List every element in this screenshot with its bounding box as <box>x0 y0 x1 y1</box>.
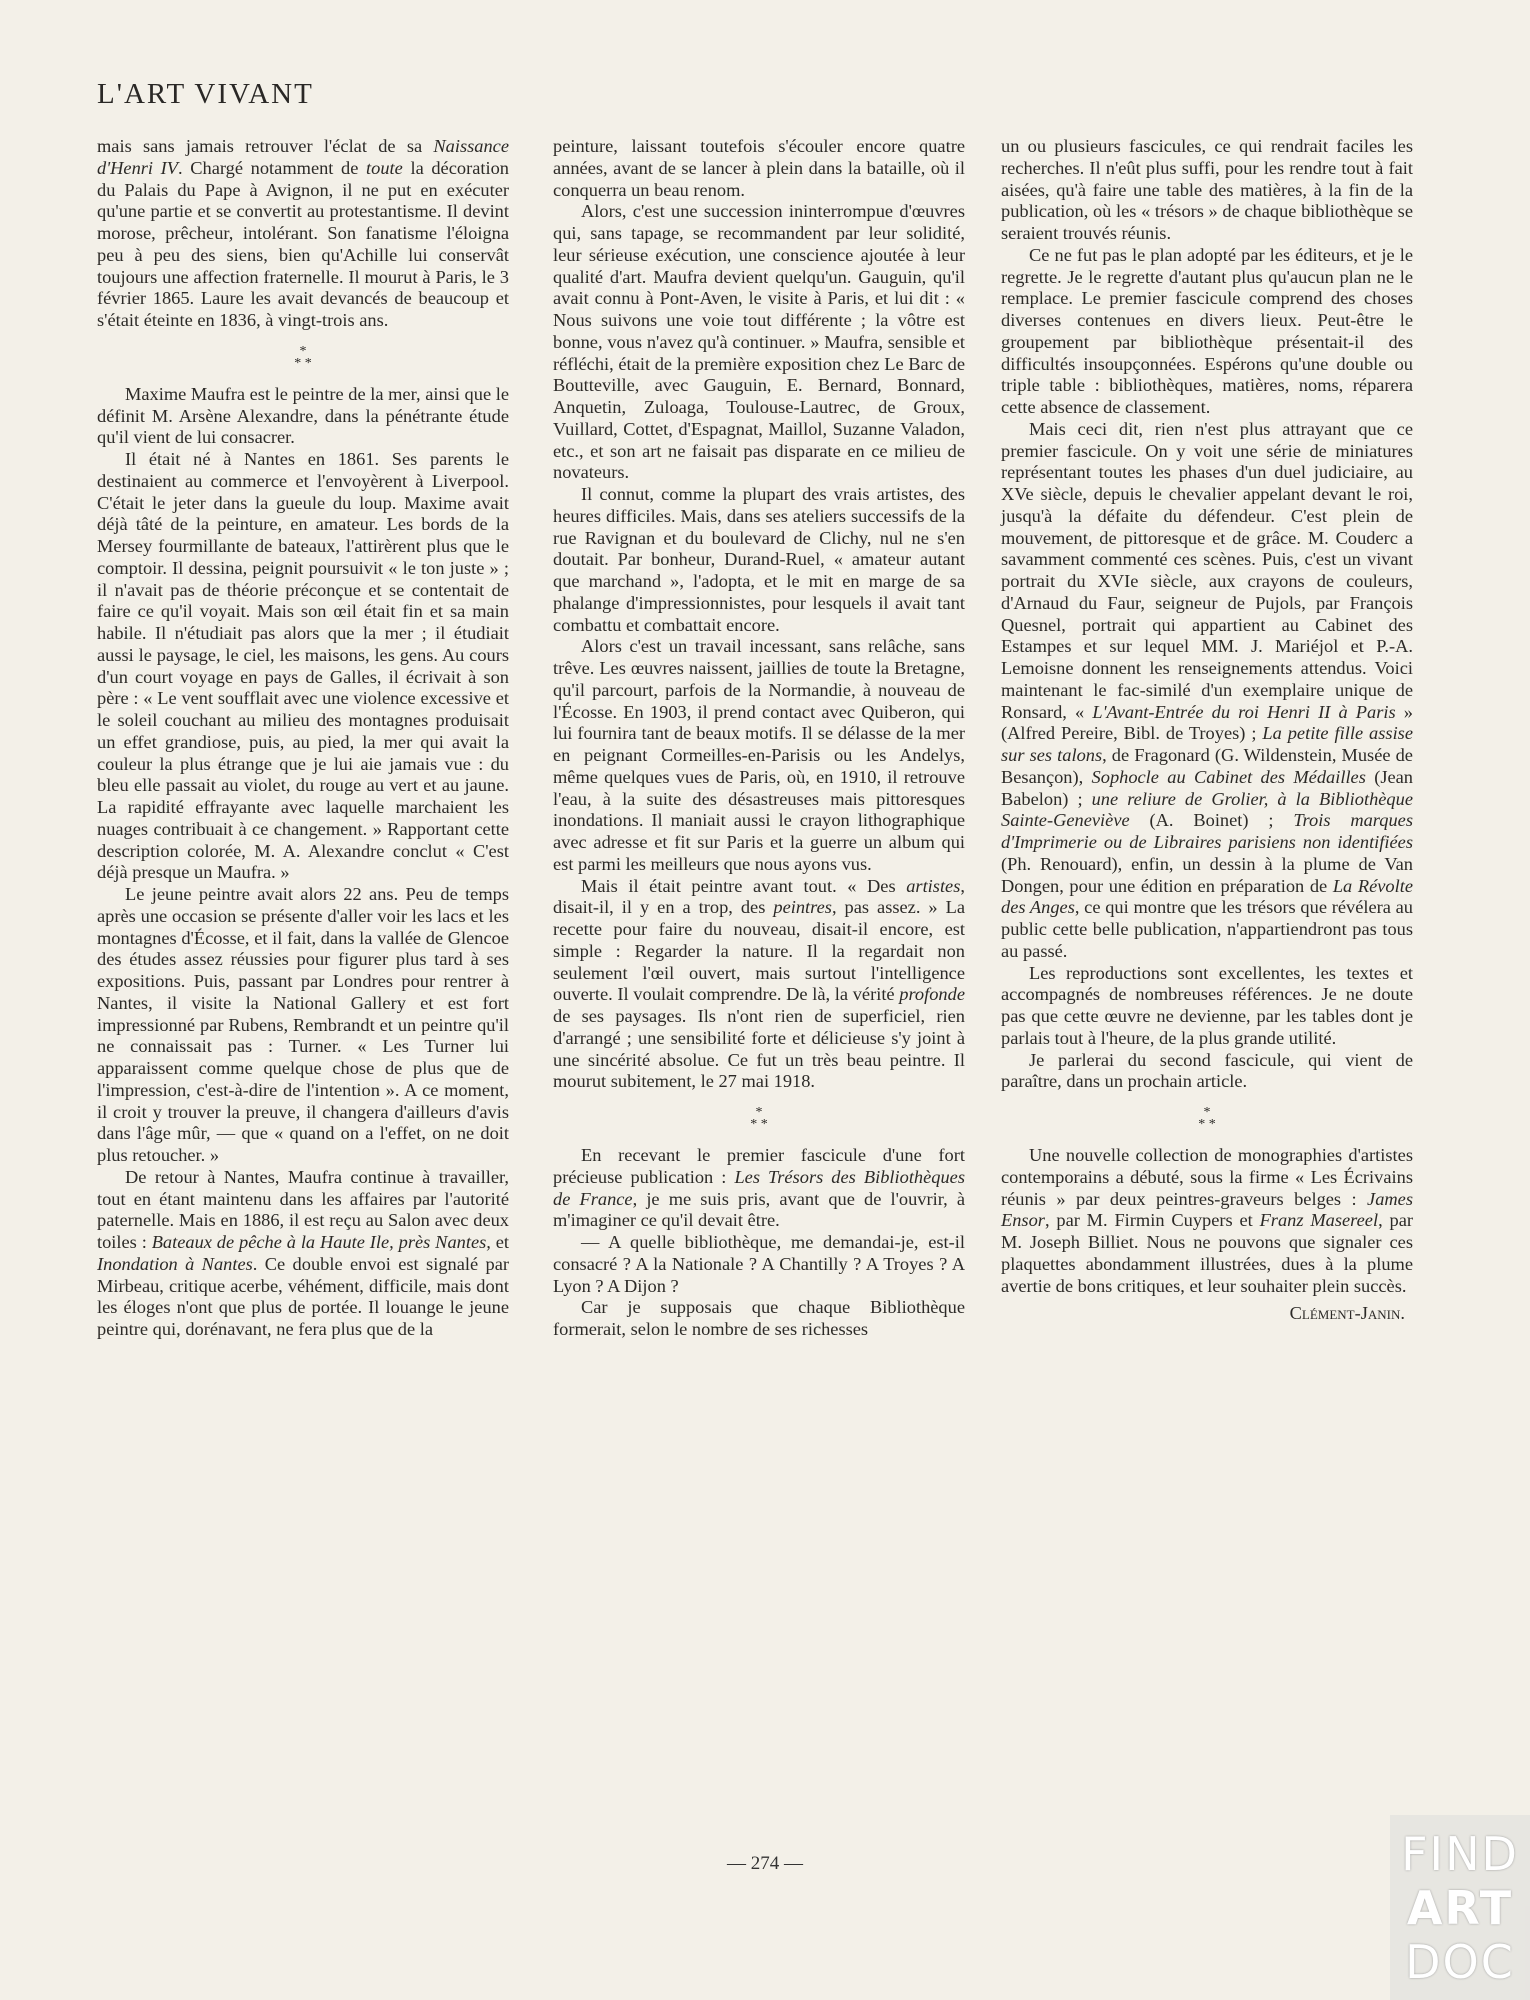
paragraph: — A quelle bibliothèque, me demandai-je, est-il consacré ? A la Nationale ? A Chantilly ? A Troyes ? A Lyon ? A Dijon ? <box>553 1232 965 1296</box>
paragraph: Mais il était peintre avant tout. « Des artistes, disait-il, il y en a trop, des peintres, pas assez. » La recette pour faire du nouveau, disait-il encore, est simple : Regarder la nature. Il la regardait non seulement l'œil ouvert, mais surtout l'intelligence ouverte. Il voulait comprendre. De là, la vérité profonde de ses paysages. Ils n'ont rien de superficiel, rien d'arrangé ; une sensibilité forte et délicieuse s'y joint à une sincérité absolue. Ce fut un très beau peintre. Il mourut subitement, le 27 mai 1918. <box>553 875 966 1092</box>
paragraph: Mais ceci dit, rien n'est plus attrayant que ce premier fascicule. On y voit une série de miniatures représentant toutes les phases d'un duel judiciaire, au XVe siècle, depuis le chevalier appelant devant le roi, jusqu'à la défaite du défendeur. C'est plein de mouvement, de pittoresque et de grâce. M. Couderc a savamment commenté ces scènes. Puis, c'est un vivant portrait du XVIe siècle, aux crayons de couleurs, d'Arnaud du Faur, seigneur de Pujols, par François Quesnel, portrait qui appartient au Cabinet des Estampes et sur lequel MM. J. Mariéjol et P.-A. Lemoisne donnent les renseignements attendus. Voici maintenant le fac-similé d'un exemplaire unique de Ronsard, « L'Avant-Entrée du roi Henri II à Paris » (Alfred Pereire, Bibl. de Troyes) ; La petite fille assise sur ses talons, de Fragonard (G. Wildenstein, Musée de Besançon), Sophocle au Cabinet des Médailles (Jean Babelon) ; une reliure de Grolier, à la Bibliothèque Sainte-Geneviève (A. Boinet) ; Trois marques d'Imprimerie ou de Libraires parisiens non identifiées (Ph. Renouard), enfin, un dessin à la plume de Van Dongen, pour une édition en préparation de La Révolte des Anges, ce qui montre que les trésors que révélera au public cette belle publication, n'appartiendront pas tous au passé. <box>1001 418 1413 961</box>
paragraph: Alors c'est un travail incessant, sans relâche, sans trêve. Les œuvres naissent, jaillies de toute la Bretagne, qu'il parcourt, parfois de la Normandie, à nouveau de l'Écosse. En 1903, il prend contact avec Quiberon, qui lui fournira tant de beaux motifs. Il se délasse de la mer en peignant Cormeilles-en-Parisis ou les Andelys, même quelques vues de Paris, où, en 1910, il retrouve l'eau, à la suite des désastreuses mais pittoresques inondations. Il maniait aussi le crayon lithographique avec adresse et fit sur Paris et la guerre un album qui est parmi les meilleurs que nous ayons vus. <box>553 636 965 874</box>
watermark-line: ART <box>1406 1880 1514 1935</box>
paragraph: Ce ne fut pas le plan adopté par les éditeurs, et je le regrette. Je le regrette d'autant plus qu'aucun plan ne le remplace. Le premier fascicule comprend des choses diverses contenues en divers lieux. Peut-être le groupement par bibliothèque présentait-il des difficultés insoupçonnées. Espérons qu'une double ou triple table : bibliothèques, matières, noms, réparera cette absence de classement. <box>1001 244 1413 417</box>
text-column-2 <box>553 136 965 1341</box>
findartdoc-watermark-logo <box>1390 1815 1530 2000</box>
paragraph: peinture, laissant toutefois s'écouler encore quatre années, avant de se lancer à plein dans la bataille, où il conquerra un beau renom. <box>553 136 965 200</box>
paragraph: Alors, c'est une succession ininterrompue d'œuvres qui, sans tapage, se recommandent par leur solidité, leur sérieuse exécution, une conscience ajoutée à leur qualité d'art. Maufra devient quelqu'un. Gauguin, qu'il avait connu à Pont-Aven, le visite à Paris, et lui dit : « Nous suivons une voie tout différente ; la vôtre est bonne, vous n'avez qu'à continuer. » Maufra, sensible et réfléchi, était de la première exposition chez Le Barc de Boutteville, avec Gauguin, E. Bernard, Bonnard, Anquetin, Zuloaga, Toulouse-Lautrec, de Groux, Vuillard, Cottet, d'Espagnat, Maillol, Suzanne Valadon, etc., et son art ne faisait pas disparate en ce milieu de novateurs. <box>553 201 965 483</box>
text-column-1 <box>97 136 509 1341</box>
paragraph: un ou plusieurs fascicules, ce qui rendrait faciles les recherches. Il n'eût plus suffi, pour les rendre tout à fait aisées, qu'à faire une table des matières, à la fin de la publication, où les « trésors » de chaque bibliothèque se seraient trouvés réunis. <box>1001 136 1413 243</box>
section-divider-asterism: * * * <box>294 343 312 371</box>
text-column-3 <box>1001 136 1413 1325</box>
paragraph: Il connut, comme la plupart des vrais artistes, des heures difficiles. Mais, dans ses ateliers successifs de la rue Ravignan et du boulevard de Clichy, nul ne s'en doutait. Par bonheur, Durand-Ruel, « amateur autant que marchand », l'adopta, et le mit en marge de sa phalange d'impressionnistes, pour lesquels il avait tant combattu et combattait encore. <box>553 484 965 635</box>
section-divider-asterism: * * * <box>1198 1105 1216 1132</box>
paragraph: Les reproductions sont excellentes, les textes et accompagnés de nombreuses références. Je ne doute pas que cette œuvre ne devienne, par les tables dont je parlais tout à l'heure, de la plus grande utilité. <box>1001 962 1413 1048</box>
paragraph: mais sans jamais retrouver l'éclat de sa Naissance d'Henri IV. Chargé notamment de toute la décoration du Palais du Pape à Avignon, il ne put en exécuter qu'une partie et se convertit au protestantisme. Il devint morose, prêcheur, intolérant. Son fanatisme l'éloigna peu à peu des siens, bien qu'Achille lui conservât toujours une affection fraternelle. Il mourut à Paris, le 3 février 1865. Laure les avait devancés de beaucoup et s'était éteinte en 1836, à vingt-trois ans. <box>97 136 509 330</box>
paragraph: Je parlerai du second fascicule, qui vient de paraître, dans un prochain article. <box>1001 1049 1413 1092</box>
paragraph: Maxime Maufra est le peintre de la mer, ainsi que le définit M. Arsène Alexandre, dans la pénétrante étude qu'il vient de lui consacrer. <box>97 383 509 448</box>
paragraph: De retour à Nantes, Maufra continue à travailler, tout en étant maintenu dans les affaires par l'autorité paternelle. Mais en 1886, il est reçu au Salon avec deux toiles : Bateaux de pêche à la Haute Ile, près Nantes, et Inondation à Nantes. Ce double envoi est signalé par Mirbeau, critique acerbe, véhément, difficile, mais dont les éloges n'ont que plus de portée. Il louange le jeune peintre qui, dorénavant, ne fera plus que de la <box>97 1166 510 1339</box>
page-number: — 274 — <box>727 1853 803 1874</box>
paragraph: Car je supposais que chaque Bibliothèque formerait, selon le nombre de ses richesses <box>553 1297 965 1339</box>
paragraph: Une nouvelle collection de monographies d'artistes contemporains a débuté, sous la firme « Les Écrivains réunis » par deux peintres-graveurs belges : James Ensor, par M. Firmin Cuypers et Franz Masereel, par M. Joseph Billiet. Nous ne pouvons que signaler ces plaquettes abondamment illustrées, dues à la plume avertie de bons critiques, et leur souhaiter plein succès. <box>1001 1145 1413 1296</box>
watermark-line: DOC <box>1405 1934 1515 1989</box>
section-divider-asterism: * * * <box>750 1105 768 1132</box>
watermark-line: FIND <box>1401 1826 1519 1881</box>
paragraph: En recevant le premier fascicule d'une fort précieuse publication : Les Trésors des Bibliothèques de France, je me suis pris, avant que de l'ouvrir, à m'imaginer ce qu'il devait être. <box>553 1145 966 1231</box>
paragraph: Le jeune peintre avait alors 22 ans. Peu de temps après une occasion se présente d'aller voir les lacs et les montagnes d'Écosse, et il fait, dans la vallée de Glencoe des études assez réussies pour figurer plus tard à ses expositions. Puis, passant par Londres pour rentrer à Nantes, il visite la National Gallery et est fort impressionné par Rubens, Rembrandt et un peintre qu'il ne connaissait pas : Turner. « Les Turner lui apparaissent comme quelque chose de plus que de l'impression, c'est-à-dire de l'intention ». A ce moment, il croit y trouver la preuve, il changera d'ailleurs d'avis dans l'âge mûr, — que « quand on a l'effet, on ne doit plus retoucher. » <box>97 884 509 1165</box>
journal-title: L'ART VIVANT <box>97 78 314 110</box>
paragraph: Il était né à Nantes en 1861. Ses parents le destinaient au commerce et l'envoyèrent à Liverpool. C'était le jeter dans la gueule du loup. Maxime avait déjà tâté de la peinture, en amateur. Les bords de la Mersey fourmillante de bateaux, l'attirèrent plus que le comptoir. Il dessina, peignit poursuivit « le ton juste » ; il n'avait pas de théorie préconçue et se contentait de faire ce qu'il voyait. Mais son œil était fin et sa main habile. Il n'étudiait pas alors que la mer ; il étudiait aussi le paysage, le ciel, les maisons, les gens. Au cours d'un court voyage en pays de Galles, il écrivait à son père : « Le vent soufflait avec une violence excessive et le soleil couchant au milieu des montagnes produisait un effet grandiose, puis, au pied, la mer qui avait la couleur la plus étrange que je lui aie jamais vue : du bleu elle passait au violet, du rouge au vert et au jaune. La rapidité effrayante avec laquelle marchaient les nuages contribuait à ce changement. » Rapportant cette description colorée, M. A. Alexandre conclut « C'est déjà presque un Maufra. » <box>97 449 509 883</box>
author-signature: Clément-Janin. <box>1289 1303 1405 1324</box>
